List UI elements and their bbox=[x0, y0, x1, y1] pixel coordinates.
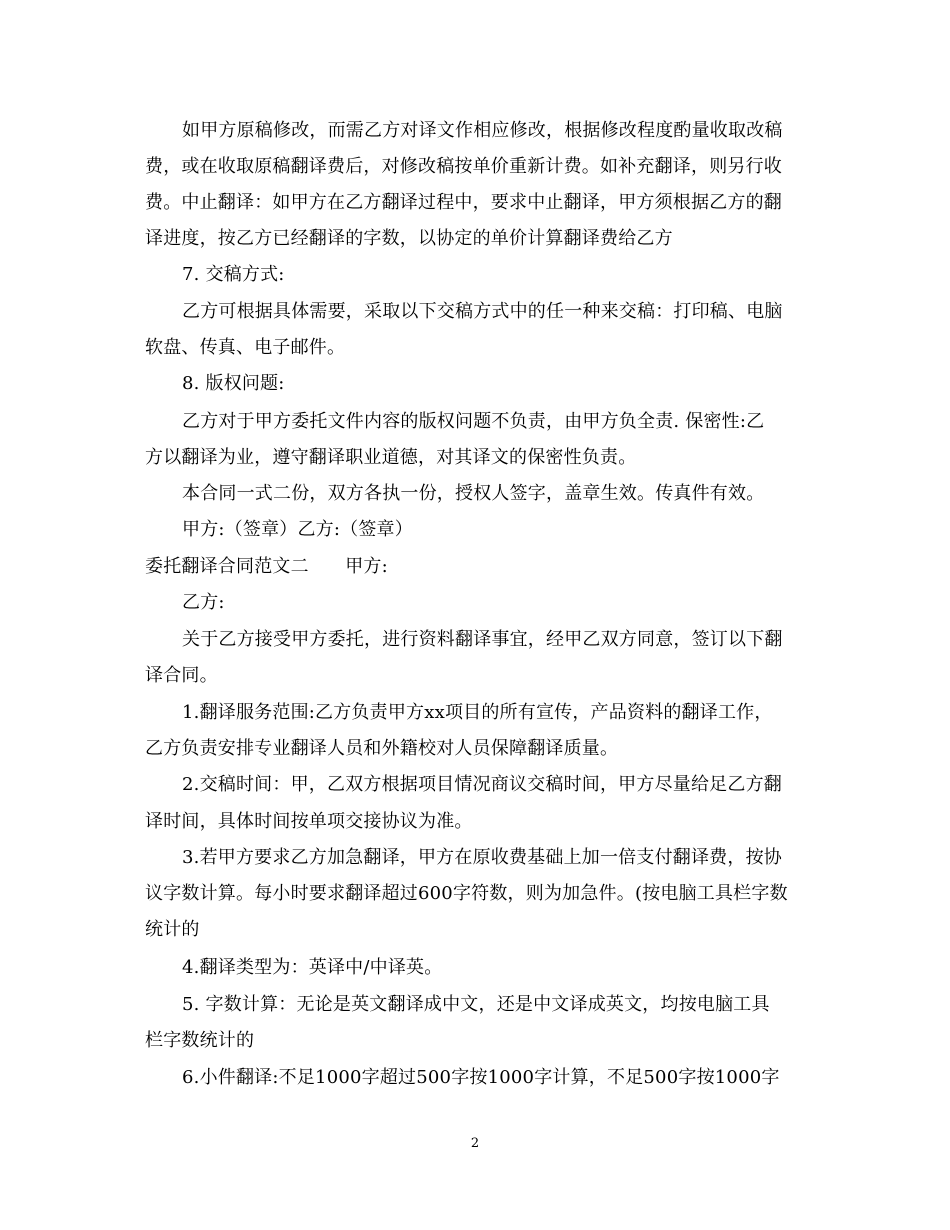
paragraph-line: 3.若甲方要求乙方加急翻译，甲方在原收费基础上加一倍支付翻译费，按协 bbox=[182, 847, 782, 868]
paragraph-line: 4.翻译类型为：英译中/中译英。 bbox=[182, 957, 443, 978]
section-heading: 7. 交稿方式: bbox=[182, 264, 285, 285]
section-heading: 8. 版权问题: bbox=[182, 373, 285, 394]
party-line: 乙方: bbox=[182, 592, 225, 613]
signature-line: 甲方:（签章）乙方:（签章） bbox=[182, 519, 413, 540]
paragraph-line: 费。中止翻译：如甲方在乙方翻译过程中，要求中止翻译，甲方须根据乙方的翻 bbox=[145, 192, 782, 213]
paragraph-line: 栏字数统计的 bbox=[145, 1030, 255, 1051]
paragraph-line: 6.小件翻译:不足1000字超过500字按1000字计算，不足500字按1000字 bbox=[182, 1067, 780, 1088]
paragraph-line: 费，或在收取原稿翻译费后，对修改稿按单价重新计费。如补充翻译，则另行收 bbox=[145, 156, 782, 177]
paragraph-line: 如甲方原稿修改，而需乙方对译文作相应修改，根据修改程度酌量收取改稿 bbox=[182, 120, 783, 141]
paragraph-line: 方以翻译为业，遵守翻译职业道德，对其译文的保密性负责。 bbox=[145, 447, 637, 468]
contract-title-line: 委托翻译合同范文二 甲方: bbox=[145, 556, 388, 577]
paragraph-line: 1.翻译服务范围:乙方负责甲方xx项目的所有宣传，产品资料的翻译工作， bbox=[182, 702, 773, 723]
paragraph-line: 译进度，按乙方已经翻译的字数，以协定的单价计算翻译费给乙方 bbox=[145, 228, 673, 249]
paragraph-line: 译合同。 bbox=[145, 665, 218, 686]
paragraph-line: 乙方可根据具体需要，采取以下交稿方式中的任一种来交稿：打印稿、电脑 bbox=[182, 301, 783, 322]
paragraph-line: 统计的 bbox=[145, 919, 200, 940]
paragraph-line: 5. 字数计算：无论是英文翻译成中文，还是中文译成英文，均按电脑工具 bbox=[182, 994, 770, 1015]
paragraph-line: 关于乙方接受甲方委托，进行资料翻译事宜，经甲乙双方同意，签订以下翻 bbox=[182, 629, 783, 650]
paragraph-line: 乙方对于甲方委托文件内容的版权问题不负责，由甲方负全责. 保密性:乙 bbox=[182, 411, 765, 432]
paragraph-line: 软盘、传真、电子邮件。 bbox=[145, 337, 346, 358]
paragraph-line: 乙方负责安排专业翻译人员和外籍校对人员保障翻译质量。 bbox=[145, 738, 619, 759]
paragraph-line: 议字数计算。每小时要求翻译超过600字符数，则为加急件。(按电脑工具栏字数 bbox=[145, 883, 788, 904]
page-number: 2 bbox=[470, 1136, 480, 1151]
paragraph-line: 2.交稿时间：甲，乙双方根据项目情况商议交稿时间，甲方尽量给足乙方翻 bbox=[182, 774, 782, 795]
paragraph-line: 本合同一式二份，双方各执一份，授权人签字，盖章生效。传真件有效。 bbox=[182, 483, 765, 504]
paragraph-line: 译时间，具体时间按单项交接协议为准。 bbox=[145, 811, 473, 832]
